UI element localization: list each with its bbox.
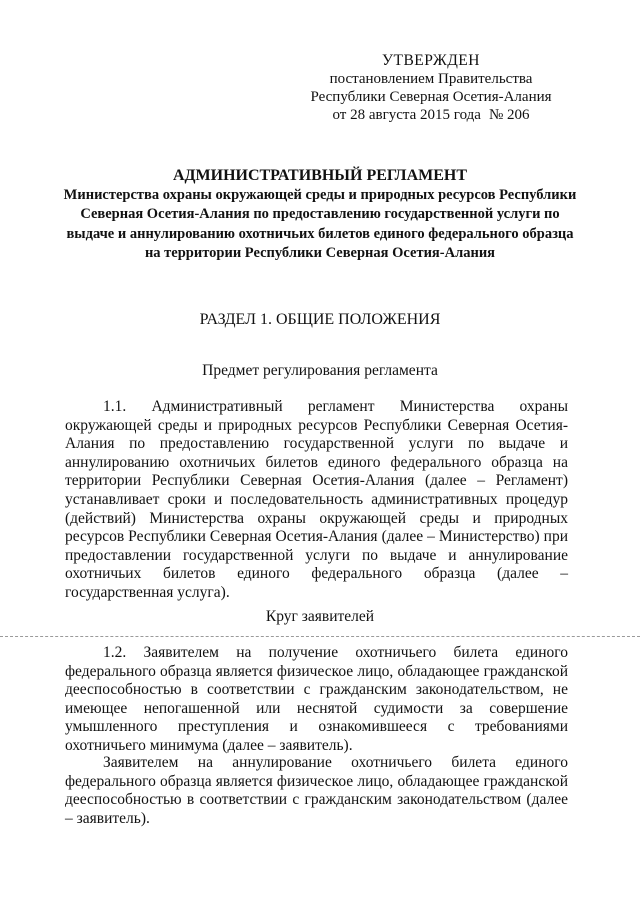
document-title-main: АДМИНИСТРАТИВНЫЙ РЕГЛАМЕНТ bbox=[172, 167, 468, 184]
section-heading: РАЗДЕЛ 1. ОБЩИЕ ПОЛОЖЕНИЯ bbox=[199, 311, 441, 328]
approval-line-2: Республики Северная Осетия-Алания bbox=[310, 89, 552, 105]
applicants-heading: Круг заявителей bbox=[265, 608, 375, 625]
approval-number: № 206 bbox=[488, 107, 530, 123]
paragraph-1-2: 1.2. Заявителем на получение охотничьего билета единого федерального образца является физическое лицо, обладающее гражданской дееспособностью в соответствии с гражданским законодательством, не имеющее непогашенной или неснятой судимости за совершение умышленного преступления и ознакомившееся с требованиями охотничьего минимума (далее – заявитель). bbox=[65, 644, 568, 754]
approval-block bbox=[300, 52, 562, 124]
paragraph-1-2-cont: Заявителем на аннулирование охотничьего билета единого федерального образца является физическое лицо, обладающее гражданской дееспособностью в соответствии с гражданским законодательством (далее – заявитель). bbox=[65, 754, 568, 827]
approval-stamp: УТВЕРЖДЕН bbox=[382, 52, 480, 69]
approval-date: от 28 августа 2015 года bbox=[332, 107, 481, 123]
paragraph-1-1: 1.1. Административный регламент Министерства охраны окружающей среды и природных ресурсов Республики Северная Осетия-Алания по предоставлению государственной услуги по выдаче и аннулированию охотничьих билетов единого федерального образца на территории Республики Северная Осетия-Алания (далее – Регламент) устанавливает сроки и последовательность административных процедур (действий) Министерства охраны окружающей среды и природных ресурсов Республики Северная Осетия-Алания (далее – Министерство) при предоставлении государственной услуги по выдаче и аннулирование охотничьих билетов единого федерального образца (далее – государственная услуга). bbox=[65, 398, 568, 601]
scan-dash-line bbox=[0, 636, 640, 637]
approval-line-1: постановлением Правительства bbox=[329, 71, 533, 87]
document-title-sub: Министерства охраны окружающей среды и природных ресурсов Республики Северная Осетия-Алания по предоставлению государственной услуги по выдаче и аннулированию охотничьих билетов единого федерального образца на территории Республики Северная Осетия-Алания bbox=[63, 186, 577, 261]
approval-date-line bbox=[300, 106, 562, 124]
document-title bbox=[60, 166, 580, 264]
subject-heading: Предмет регулирования регламента bbox=[202, 362, 438, 379]
